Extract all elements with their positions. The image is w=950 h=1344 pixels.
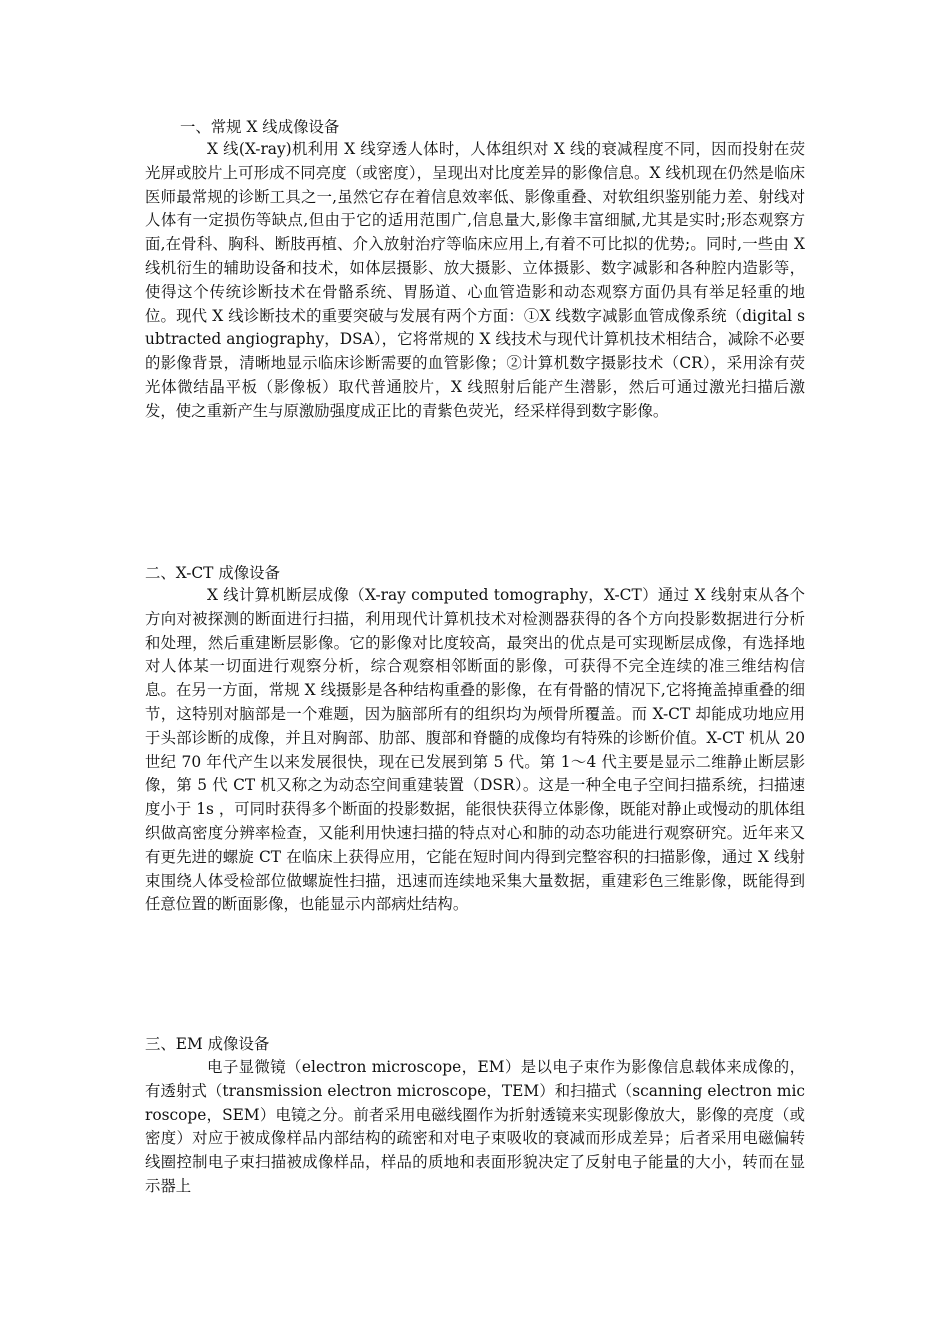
section-heading-em: 三、EM 成像设备 <box>145 1035 270 1053</box>
section-body-xct: X 线计算机断层成像（X-ray computed tomography，X-CT）通过 X 线射束从各个方向对被探测的断面进行扫描，利用现代计算机技术对检测器获得的各个方向投影数据进行分析和处理，然后重建断层影像。它的影像对比度较高，最突出的优点是可实现断层成像，有选择地对人体某一切面进行观察分析，综合观察相邻断面的影像，可获得不完全连续的准三维结构信息。在另一方面，常规 X 线摄影是各种结构重叠的影像，在有骨骼的情况下,它将掩盖掉重叠的细节，这特别对脑部是一个难题，因为脑部所有的组织均为颅骨所覆盖。而 X-CT 却能成功地应用于头部诊断的成像，并且对胸部、肋部、腹部和脊髓的成像均有特殊的诊断价值。X-CT 机从 20 世纪 70 年代产生以来发展很快，现在已发展到第 5 代。第 1～4 代主要是显示二维静止断层影像，第 5 代 CT 机又称之为动态空间重建装置（DSR）。这是一种全电子空间扫描系统，扫描速度小于 1s ，可同时获得多个断面的投影数据，能很快获得立体影像，既能对静止或慢动的肌体组织做高密度分辨率检查，又能利用快速扫描的特点对心和肺的动态功能进行观察研究。近年来又有更先进的螺旋 CT 在临床上获得应用，它能在短时间内得到完整容积的扫描影像，通过 X 线射束围绕人体受检部位做螺旋性扫描，迅速而连续地采集大量数据，重建彩色三维影像，既能得到任意位置的断面影像，也能显示内部病灶结构。 <box>145 586 805 914</box>
section-body-conventional-xray: X 线(X-ray)机利用 X 线穿透人体时，人体组织对 X 线的衰减程度不同，因而投射在荧光屏或胶片上可形成不同亮度（或密度），呈现出对比度差异的影像信息。X 线机现在仍然是临床医师最常规的诊断工具之一,虽然它存在着信息效率低、影像重叠、对软组织鉴别能力差、射线对人体有一定损伤等缺点,但由于它的适用范围广,信息量大,影像丰富细腻,尤其是实时;形态观察方面,在骨科、胸科、断肢再植、介入放射治疗等临床应用上,有着不可比拟的优势;。同时,一些由 X 线机衍生的辅助设备和技术，如体层摄影、放大摄影、立体摄影、数字减影和各种腔内造影等，使得这个传统诊断技术在骨骼系统、胃肠道、心血管造影和动态观察方面仍具有举足轻重的地位。现代 X 线诊断技术的重要突破与发展有两个方面：①X 线数字减影血管成像系统（digital subtracted angiography，DSA），它将常规的 X 线技术与现代计算机技术相结合，减除不必要的影像背景，清晰地显示临床诊断需要的血管影像；②计算机数字摄影技术（CR），采用涂有荧光体微结晶平板（影像板）取代普通胶片，X 线照射后能产生潜影，然后可通过激光扫描后激发，使之重新产生与原激励强度成正比的青紫色荧光，经采样得到数字影像。 <box>145 140 805 420</box>
section-body-em: 电子显微镜（electron microscope，EM）是以电子束作为影像信息载体来成像的，有透射式（transmission electron microscope，TEM）和扫描式（scanning electron microscope，SEM）电镜之分。前者采用电磁线圈作为折射透镜来实现影像放大，影像的亮度（或密度）对应于被成像样品内部结构的疏密和对电子束吸收的衰减而形成差异；后者采用电磁偏转线圈控制电子束扫描被成像样品，样品的质地和表面形貌决定了反射电子能量的大小，转而在显示器上 <box>145 1058 805 1195</box>
section-heading-conventional-xray: 一、常规 X 线成像设备 <box>180 118 340 136</box>
section-heading-xct: 二、X-CT 成像设备 <box>145 564 280 582</box>
